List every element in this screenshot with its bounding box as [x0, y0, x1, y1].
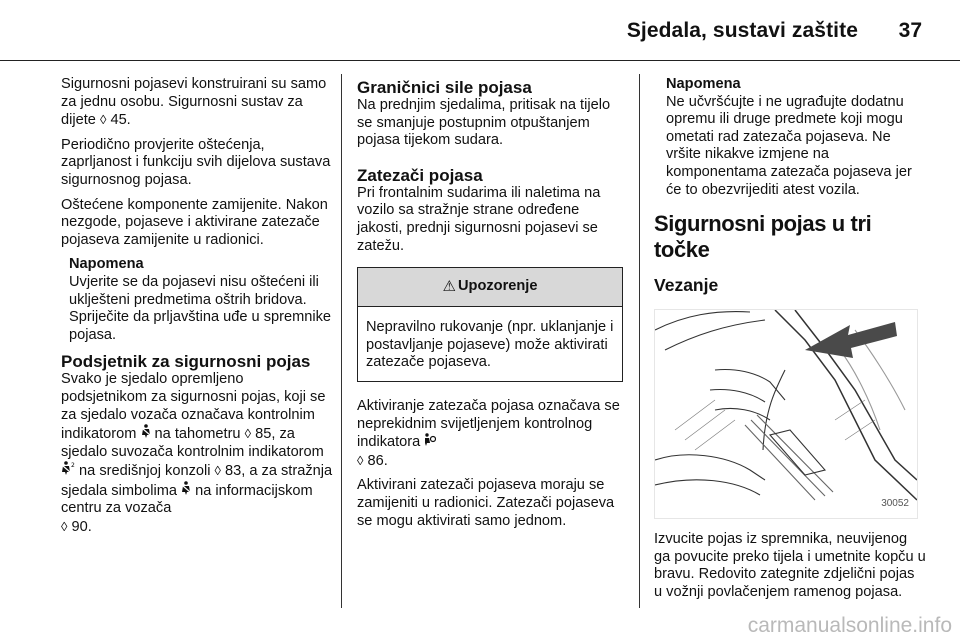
paragraph: Aktiviranje zatezača pojasa označava se neprekidnim svijetljenjem kontrolnog indikatora ◊ 86.: [357, 397, 620, 469]
column-divider: [639, 74, 640, 608]
note-box: [69, 256, 333, 344]
warning-icon: ⚠: [442, 278, 456, 296]
paragraph: Aktivirani zatezači pojaseva moraju se zamijeniti u radionici. Zatezači pojaseva se mogu aktivirati samo jednom.: [357, 477, 615, 529]
section-heading: Zatezači pojasa: [357, 165, 483, 185]
seatbelt-rear-icon: [181, 481, 191, 500]
warning-box: [357, 267, 623, 382]
page-ref-link[interactable]: 86.: [367, 452, 388, 469]
illustration-number: 30052: [881, 497, 909, 509]
page-number: 37: [898, 19, 922, 42]
watermark: carmanualsonline.info: [747, 614, 952, 637]
main-heading: Sigurnosni pojas u tri točke: [654, 211, 872, 263]
ref-arrow-icon: ◊: [61, 519, 68, 535]
ref-arrow-icon: ◊: [214, 463, 221, 479]
column-1: [61, 76, 333, 544]
page-ref-link[interactable]: 85: [255, 426, 272, 443]
page-title: Sjedala, sustavi zaštite: [626, 19, 858, 42]
note-text: Ne učvršćujte i ne ugrađujte dodatnu opremu ili druge predmete koji mogu ometati rad zatezača pojaseva. Ne vršite nikakve izmjene na komponentama zatezača pojaseva jer će to obezvrijediti atest vozila.: [666, 93, 912, 198]
paragraph: Sigurnosni pojasevi konstruirani su samo za jednu osobu. Sigurnosni sustav za dijete ◊ 45.: [61, 76, 327, 129]
header-divider: [0, 60, 960, 61]
airbag-icon: [424, 433, 436, 451]
sub-heading: Vezanje: [654, 275, 719, 296]
paragraph: Izvucite pojas iz spremnika, neuvijenog ga povucite preko tijela i umetnite kopču u bravu. Redovito zategnite zdjelični pojas u vožnji povlačenjem ramenog pojasa.: [654, 531, 926, 600]
section-heading: Graničnici sile pojasa: [357, 78, 532, 97]
seatbelt-drawing: [655, 310, 917, 518]
page-header: [0, 0, 960, 62]
seatbelt-illustration: [654, 309, 918, 519]
seatbelt-icon: [141, 424, 151, 443]
note-title: Napomena: [666, 76, 741, 92]
ref-arrow-icon: ◊: [357, 452, 364, 468]
ref-arrow-icon: ◊: [244, 426, 252, 442]
warning-title: Upozorenje: [457, 278, 538, 295]
warning-header: [358, 268, 622, 307]
note-text: Uvjerite se da pojasevi nisu oštećeni ili uklješteni predmetima oštrih bridova. Spriječite da prljavština uđe u spremnike pojasa.: [69, 273, 332, 343]
column-2: [357, 76, 625, 537]
paragraph: Na prednjim sjedalima, pritisak na tijelo se smanjuje postupnim otpuštanjem pojasa tijekom sudara.: [357, 97, 611, 149]
ref-arrow-icon: ◊: [99, 112, 107, 128]
paragraph: Oštećene komponente zamijenite. Nakon nezgode, pojaseve i aktivirane zatezače pojaseva zamijenite u radionici.: [61, 196, 328, 248]
seatbelt-passenger-icon: [61, 461, 75, 480]
paragraph: Svako je sjedalo opremljeno podsjetnikom za sigurnosni pojas, koji se za sjedalo vozača označava kontrolnim indikatorom na tahometru ◊ 85, za sjedalo suvozača kontrolnim indikatorom 2 na središnjoj konzoli ◊ 83, a za stražnja sjedala simbolima na informacijskom centru za vozača ◊ 90.: [61, 371, 333, 536]
section-heading: Podsjetnik za sigurnosni pojas: [61, 352, 311, 372]
note-box: [666, 76, 926, 199]
warning-text: Nepravilno rukovanje (npr. uklanjanje i postavljanje pojaseve) može aktivirati zatezače pojaseva.: [366, 319, 614, 371]
column-3: [654, 76, 926, 609]
page-ref-link[interactable]: 90.: [71, 519, 92, 536]
paragraph: Pri frontalnim sudarima ili naletima na vozilo sa stražnje strane određene jakosti, prednji sigurnosni pojasevi se zatežu.: [357, 184, 601, 254]
page-ref-link[interactable]: 83: [225, 463, 242, 480]
paragraph: Periodično provjerite oštećenja, zaprljanost i funkciju svih dijelova sustava sigurnosnog pojasa.: [61, 136, 331, 188]
column-divider: [341, 74, 342, 608]
svg-text:2: 2: [71, 462, 75, 470]
note-title: Napomena: [69, 256, 144, 273]
page-ref-link[interactable]: 45.: [110, 112, 131, 129]
